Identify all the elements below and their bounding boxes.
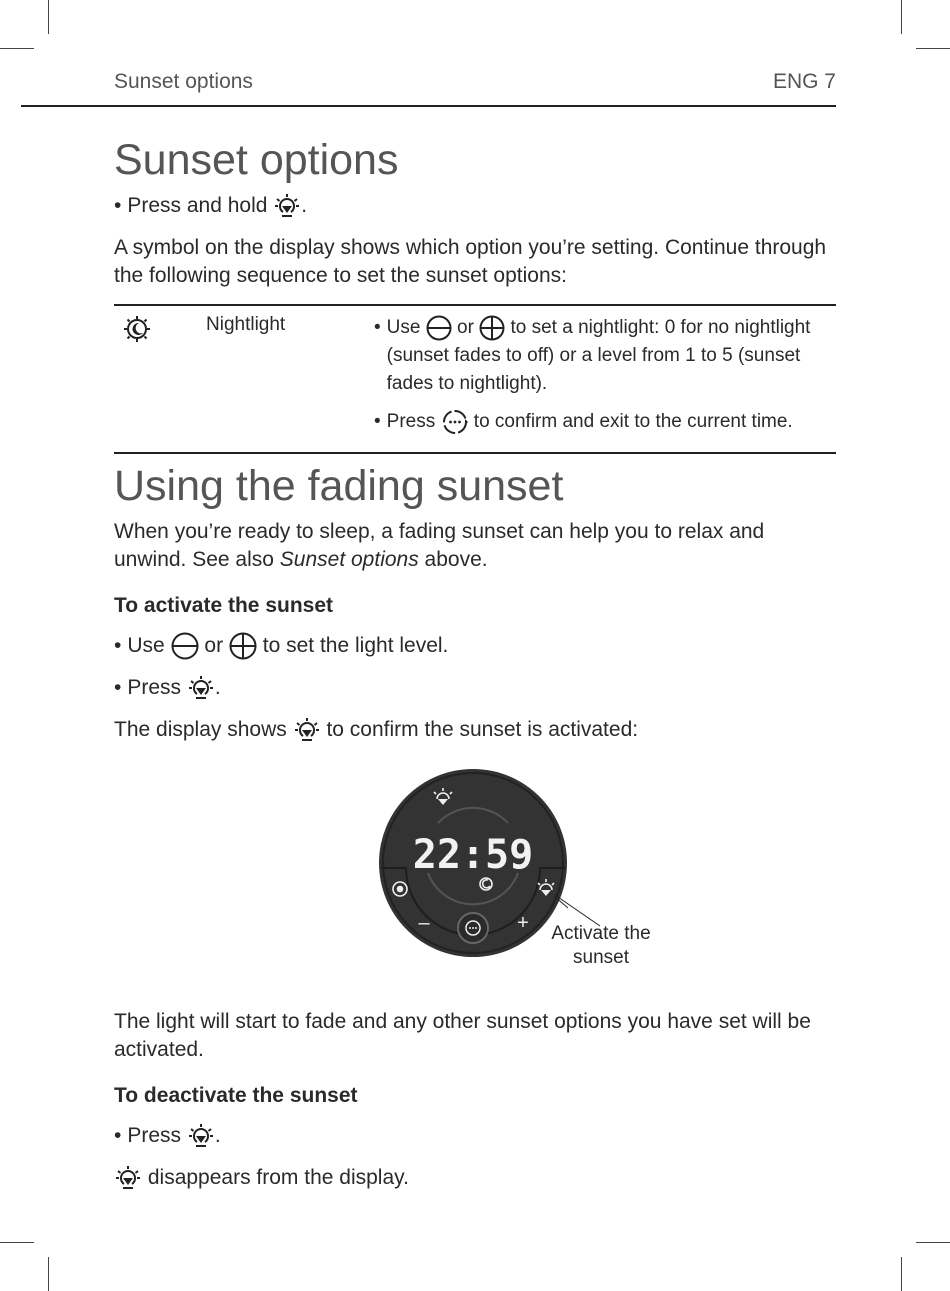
nightlight-icon: [122, 314, 152, 344]
bullet-dot: •: [374, 317, 381, 339]
heading-deactivate-sunset: To deactivate the sunset: [114, 1084, 358, 1108]
text-press: Press: [386, 411, 436, 433]
nightlight-cell-icon: [114, 305, 206, 453]
device-dial: [378, 768, 568, 958]
intro-text: When you’re ready to sleep, a fading sunset can help you to relax and unwind. See also: [114, 520, 765, 572]
sunset-icon: [187, 1122, 215, 1150]
page-content: [114, 128, 836, 1206]
nightlight-label: Nightlight: [206, 314, 286, 336]
after-activation-paragraph: The light will start to fade and any other sunset options you have set will be activated.: [114, 1010, 811, 1062]
intro-paragraph: A symbol on the display shows which option you’re setting. Continue through the following sequence to set the sunset options:: [114, 236, 827, 288]
sunset-options-table: [114, 304, 836, 454]
bullet-dot: •: [114, 194, 122, 218]
confirm-button-icon: [441, 408, 469, 436]
running-header-section: Sunset options: [114, 70, 253, 93]
bullet-press-and-hold: [114, 192, 836, 220]
plus-button-label: +: [517, 912, 529, 935]
device-figure: [114, 758, 836, 994]
crop-mark: [0, 48, 34, 49]
text-confirm-exit: to confirm and exit to the current time.: [473, 411, 793, 433]
text-nightlight-instruction: to set a nightlight: 0 for no nightlight (sunset fades to off) or a level from 1 to 5 (sunset fades to nightlight).: [386, 317, 811, 395]
minus-button-label: –: [418, 912, 430, 935]
callout-activate-sunset: Activate the sunset: [551, 923, 651, 969]
bullet-text: Press and hold: [127, 194, 268, 218]
bullet-dot: •: [374, 411, 381, 433]
bullet-text: [387, 408, 793, 436]
text-set-light: to set the light level.: [262, 634, 449, 658]
section-title-fading-sunset: Using the fading sunset: [114, 462, 564, 511]
section-title-sunset-options: Sunset options: [114, 136, 399, 184]
minus-button-icon: [171, 632, 199, 660]
crop-mark: [916, 1242, 950, 1243]
bullet-suffix: .: [214, 1124, 221, 1148]
list-item: [374, 408, 836, 436]
bullet-dot: •: [114, 634, 122, 658]
list-item: [374, 314, 836, 398]
bullet-text: [387, 314, 836, 398]
text-press: Press: [127, 676, 182, 700]
intro-text-end: above.: [418, 548, 488, 572]
text-or: or: [457, 317, 474, 339]
bullet-suffix: .: [214, 676, 221, 700]
crop-mark: [916, 48, 950, 49]
text-disappears: disappears from the display.: [147, 1166, 409, 1190]
bullet-press-deactivate: [114, 1122, 836, 1150]
table-row: [114, 305, 836, 453]
text-display-shows: The display shows: [114, 718, 287, 742]
crop-mark: [0, 1242, 34, 1243]
sunset-icon: [293, 716, 321, 744]
intro-reference: Sunset options: [279, 548, 419, 572]
sunset-icon: [114, 1164, 142, 1192]
sunset-icon: [187, 674, 215, 702]
bullet-suffix: .: [301, 194, 308, 218]
fading-sunset-intro: [114, 518, 836, 574]
sunset-icon: [273, 192, 301, 220]
text-use: Use: [386, 317, 421, 339]
crop-mark: [901, 0, 902, 34]
text-confirm-activated: to confirm the sunset is activated:: [326, 718, 639, 742]
bullet-dot: •: [114, 1124, 122, 1148]
bullet-set-light-level: [114, 632, 836, 660]
heading-activate-sunset: To activate the sunset: [114, 594, 334, 618]
running-header-page-number: ENG 7: [772, 70, 836, 93]
bullet-dot: •: [114, 676, 122, 700]
crop-mark: [901, 1257, 902, 1291]
disappears-line: [114, 1164, 836, 1192]
text-use: Use: [127, 634, 165, 658]
text-or: or: [204, 634, 224, 658]
nightlight-description: [374, 305, 836, 453]
crop-mark: [48, 1257, 49, 1291]
plus-button-icon: [479, 315, 505, 341]
plus-button-icon: [229, 632, 257, 660]
display-shows-line: [114, 716, 836, 744]
header-rule: [21, 105, 836, 107]
minus-button-icon: [426, 315, 452, 341]
crop-mark: [48, 0, 49, 34]
bullet-press-sunset: [114, 674, 836, 702]
text-press: Press: [127, 1124, 182, 1148]
dial-time-display: 22:59: [412, 832, 534, 879]
